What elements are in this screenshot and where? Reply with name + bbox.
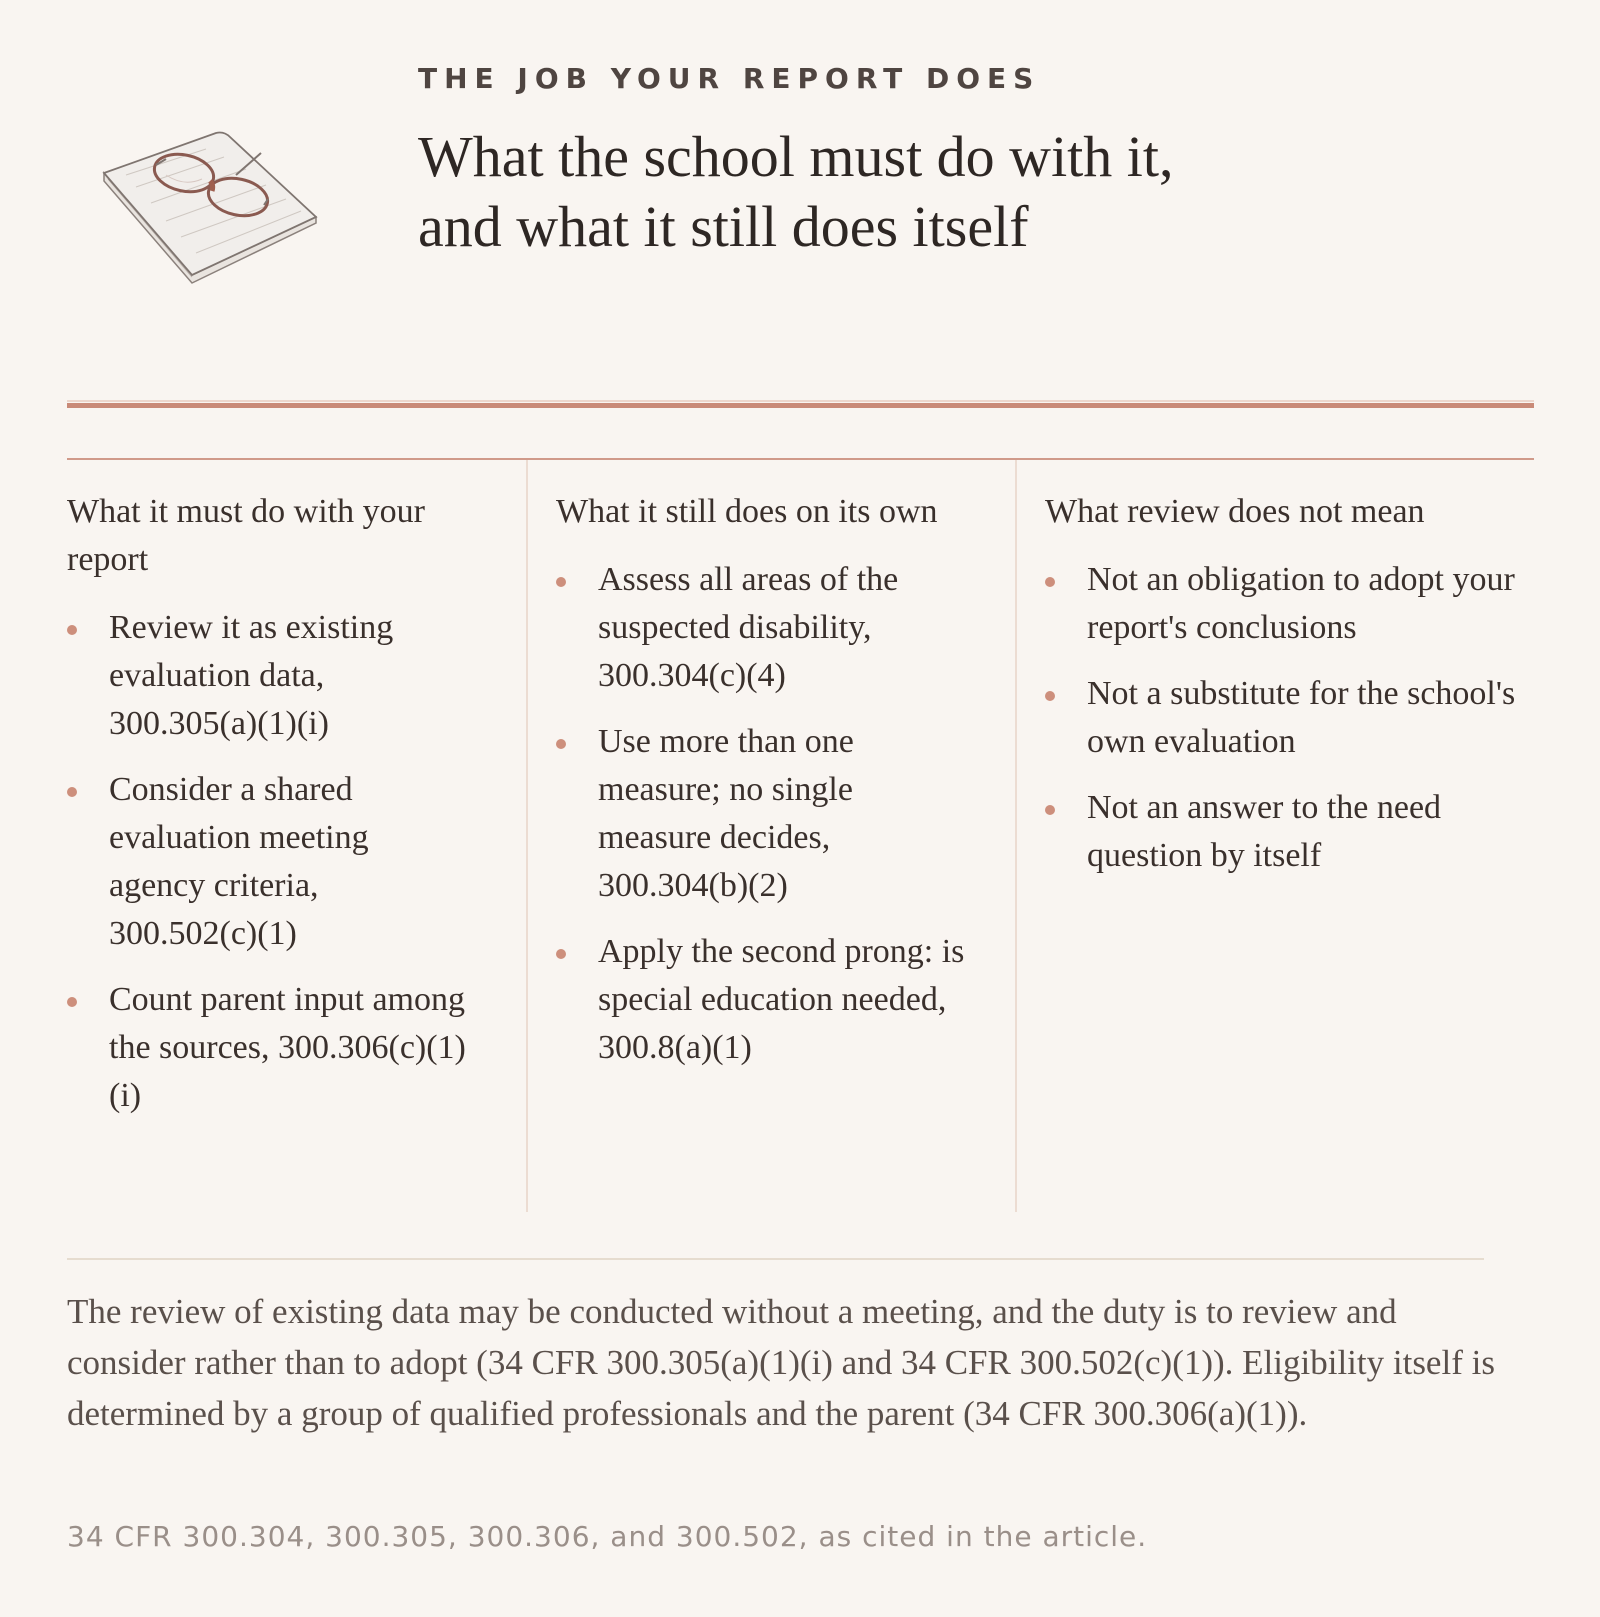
bullet-icon [556,577,566,587]
column-heading: What it must do with your report [67,493,425,578]
bullet-icon [1045,805,1055,815]
column-still-does [556,488,966,1090]
list-item-text: Not an answer to the need question by itself [1087,789,1442,874]
footer-rule [67,1258,1484,1260]
page-title: What the school must do with it, and what it still does itself [418,124,1174,259]
bullet-list [556,556,966,1072]
bullet-icon [67,787,77,797]
bullet-list [67,604,467,1120]
list-item [556,928,966,1072]
book-with-glasses-icon [96,125,326,285]
list-item-text: Use more than one measure; no single measure decides, 300.304(b)(2) [598,723,854,904]
column-heading: What it still does on its own [556,493,938,530]
list-item [1045,784,1525,880]
column-divider [1015,460,1017,1212]
column-must-do [67,488,467,1138]
list-item [67,604,467,748]
bullet-list [1045,556,1525,880]
explanatory-note: The review of existing data may be conducted without a meeting, and the duty is to review and consider rather than to adopt (34 CFR 300.305(a)(1)(i) and 34 CFR 300.502(c)(1)). Eligibility itself is determined by a group of qualified professionals and the parent (34 CFR 300.306(a)(1)). [67,1292,1495,1433]
top-rule-highlight [67,400,1534,402]
list-item-text: Count parent input among the sources, 300.306(c)(1)(i) [109,981,466,1114]
bullet-icon [556,949,566,959]
list-item-text: Not an obligation to adopt your report's conclusions [1087,561,1515,646]
bullet-icon [1045,691,1055,701]
list-item [67,976,467,1120]
list-item [1045,670,1525,766]
top-rule [67,403,1534,408]
eyebrow-label: THE JOB YOUR REPORT DOES [418,62,1041,95]
list-item-text: Consider a shared evaluation meeting agency criteria, 300.502(c)(1) [109,771,369,952]
list-item-text: Assess all areas of the suspected disability, 300.304(c)(4) [598,561,899,694]
bullet-icon [67,997,77,1007]
column-heading: What review does not mean [1045,493,1425,530]
list-item [556,556,966,700]
source-citation: 34 CFR 300.304, 300.305, 300.306, and 300.502, as cited in the article. [67,1520,1148,1553]
list-item [1045,556,1525,652]
column-does-not-mean [1045,488,1525,898]
list-item [67,766,467,958]
column-divider [526,460,528,1212]
list-item-text: Review it as existing evaluation data, 300.305(a)(1)(i) [109,609,394,742]
column-header-rule [67,458,1534,460]
bullet-icon [1045,577,1055,587]
bullet-icon [67,625,77,635]
list-item-text: Not a substitute for the school's own evaluation [1087,675,1516,760]
list-item-text: Apply the second prong: is special education needed, 300.8(a)(1) [598,933,965,1066]
list-item [556,718,966,910]
bullet-icon [556,739,566,749]
